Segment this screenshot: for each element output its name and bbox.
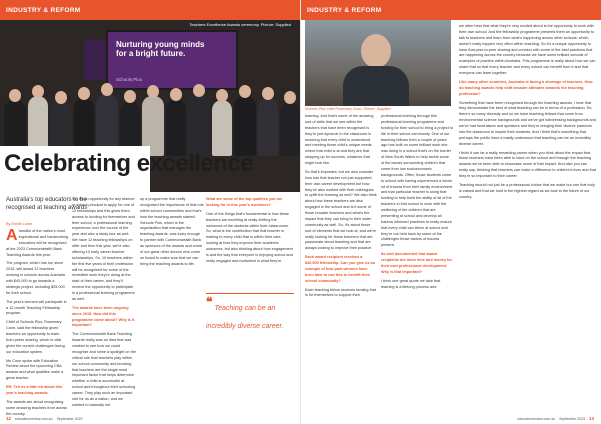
page-number-right: 13 — [588, 416, 594, 421]
article-column-3 — [140, 197, 204, 409]
body-paragraph: Something that have been recognised through the teaching awards, I hear that they demonstrate the best of what teaching can be in terms of a profession. So, there's so many diversity and so we have teaching fellows that come from environmental science backgrounds and we've got hairdressing backgrounds and we've had fundraisers and speakers and they're bringing their diverse passions into the classroom to inspire their students. And I think that's something that perhaps the public have a totally understood that teaching can be an incredibly diverse career. — [459, 100, 596, 146]
left-page — [0, 0, 300, 424]
body-paragraph: professional learning through this professional learning programme and funding for their school to bring a project to life in their school community. One of our teaching fellows from a couple of years ago has built on some brilliant work she was doing in a school that's on the border of New South Wales to help tackle some of the issues surrounding children that come from low socioeconomic backgrounds. Often, those students come to school with having experienced a whole lot of trauma from their family environment and that particular teacher is using that funding to help build the ability of all of the teachers in that school to work with the wellbeing of the children that are presenting at school and develop all trauma informed practices to really ensure that every child can thrive at school and they're not held back by some of the challenges those factors of trauma present. — [381, 114, 453, 248]
question-paragraph: Like many other countries, Australia is facing a shortage of teachers. How do teaching awards help shift broader attitudes towards the teaching profession? — [459, 79, 593, 96]
question-paragraph: Each award recipient receives a $40,000 fellowship. Can you give us an example of how past winners have been able to use this to benefit their school community? — [305, 255, 376, 283]
page-footer — [6, 416, 82, 421]
photo-caption: Teachers Excellence Awards ceremony. Picture: Supplied — [186, 21, 294, 28]
body-paragraph: The year's winners will participate in a 12-month Teaching Fellowship program. — [6, 299, 67, 316]
article-column-2 — [72, 197, 136, 409]
body-paragraph: So that's important, but we also consider how has that teacher not just supported their own career development but how they've also worked with their colleagues to uplift the learning as well? We also think about how these teachers are also engaged in the school and is it some of those broader teachers and what's the impact that they can bring to their wider community as well. So, it's about those sort of elements that we look at, and we're really looking for those teachers that are passionate about teaching and that are always looking to improve their practice. — [305, 169, 377, 251]
drop-cap: A — [6, 227, 18, 244]
standfirst: Australia's top educators to be recognised at teaching awards — [6, 197, 88, 211]
body-paragraph: I think it can be a really rewarding career when you think about the impact that those teachers have been able to have on the school and through the teaching awards we've been able to showcase some of that impact. And also you can really say, thinking that teachers can make a difference to children's lives and that they're so important to their career. — [459, 150, 596, 178]
screen-logo: Schools Plus — [116, 77, 143, 82]
section-band — [0, 0, 300, 20]
section-label-right: INDUSTRY & REFORM — [307, 6, 382, 14]
right-column-1 — [305, 114, 377, 409]
right-column-2 — [381, 114, 453, 409]
byline: By Emilie Lowe — [6, 222, 32, 226]
section-label: INDUSTRY & REFORM — [6, 6, 81, 14]
section-band-right — [301, 0, 601, 20]
footer-date: September 2023 — [56, 416, 83, 421]
portrait-caption: Schools Plus chief Rosemary Conn. Picture: Supplied — [305, 107, 391, 111]
body-paragraph: Ms Conn spoke with Education Review about the upcoming CBA awards and what qualities make a great teacher. — [6, 358, 64, 381]
right-page — [300, 0, 600, 424]
body-paragraph: Teaching should not just be a professional choice that we make but one that truly is valued and that we hold in the highest regard as we look to the future of our country. — [459, 182, 595, 199]
right-column-3 — [459, 24, 597, 409]
quote-mark-icon: ❝ — [206, 295, 213, 309]
screen-text: Nurturing young minds for a bright future. — [116, 40, 205, 59]
body-paragraph: The awards are about recognising some amazing teachers from across the country. — [6, 399, 68, 416]
pull-quote-text: Teaching can be an incredibly diverse career. — [206, 305, 284, 330]
article-column-4 — [206, 197, 294, 289]
body-paragraph: A handful of the nation's most inspirational and hardworking educators will be recognised at the 2023 Commonwealth Bank Teaching Awards this year. — [6, 227, 68, 257]
body-paragraph: So, it's an opportunity for any teacher or school principal to apply for one of 12 fellowships and this gives them access to funding for themselves and their school, a professional learning experience over the course of the year and also a study tour as well. We have 12 teaching fellowships on offer and then this year, we're also offering 10 early career teacher scholarships. So, 10 teachers within the first five years of their profession will be recognised for some of the incredible work they're doing at the start of their career, and they'll receive the opportunity to participate in a professional learning programme as well. — [72, 197, 135, 301]
page-number: 12 — [6, 416, 12, 421]
footer-site-right: educationreview.com.au — [517, 416, 556, 421]
body-paragraph: learning. And that's some of the amazing sort of skills that we see within the teachers that have been recognised is they're just dynamic in the classroom in ensuring that every child is understood and meeting those child's unique needs where that child is at and they are that stepping up for success, whatever that might look like. — [305, 114, 374, 165]
body-paragraph: The program, which has run since 2015, will award 12 teachers working in schools across Australia with $40,000 to go towards a strategic project, including $25,000 for their school. — [6, 261, 65, 295]
article-column-1 — [6, 227, 68, 416]
pull-quote — [206, 293, 294, 333]
body-paragraph: Chief of Schools Plus, Rosemary Conn, said the fellowship gives teachers an opportunity to learn from peers sharing, which is vital given the current challenges facing our education system. — [6, 320, 65, 354]
body-paragraph: One of the things that's fundamental is how these teachers are excelling at really shifting the outcomes of the students within their classrooms. So, what is the contribution that that teacher is making to every child that is within their care, looking at how they improve their academic outcomes, but also thinking about how engagement is and the way that everyone is enjoying school and really engaged and motivated in what they're — [206, 211, 293, 263]
crowd-illustration — [0, 76, 300, 156]
body-paragraph: up a programme that really recognised the importance of that role within school communities and that's how the teaching awards started. Schools Plus, which is the organisation that manages the teaching awards, was lucky enough to partner with Commonwealth Bank as sponsors of the awards and some of our great other donors who come on board to make sure that we can bring the teaching awards to life. — [140, 197, 204, 266]
footer-site: educationreview.com.au — [15, 416, 53, 421]
question-paragraph: What are some of the top qualities you are looking for in this year's nominees? — [206, 197, 283, 207]
headline-box — [0, 146, 254, 192]
body-paragraph: I think one great quote we take that learning is a lifelong process and — [381, 278, 441, 289]
body-paragraph: The Commonwealth Bank Teaching Awards really was an idea that was created to see how we could recognise and shine a spotlight on the critical role that teachers play within our school community and knowing that teachers are the single most important factor that helps determine whether a child is successful at school and throughout their schooling career. They play such an important role for us as a nation, and we wanted to basically set — [72, 332, 136, 407]
question-paragraph: The awards have been ongoing since 2015. How did this programme come about? Why is it important? — [72, 305, 135, 328]
question-paragraph: Its well documented that award recipients are more time and money for their own professional development. Why is that important? — [381, 252, 453, 274]
portrait-photo — [305, 20, 451, 106]
page-title: Celebrating excellence — [4, 150, 254, 177]
footer-date-right: September 2023 — [559, 416, 585, 421]
body-paragraph: Each teaching fellow receives funding that is for themselves to support their — [305, 287, 376, 298]
page-footer-right — [518, 416, 594, 421]
question-paragraph: ER: Tell us a little bit about this year's teaching awards. — [6, 385, 63, 395]
body-paragraph: we often hear that what they're very excited about is the opportunity to work with their own school. And the fellowship programme presents them an opportunity to talk to teachers and learn from what's happening across other schools, which doesn't really happen very often within teaching. So it's a unique opportunity to have that peer-to-peer sharing and connect with some of the best practices that are happening across the country because we have some brilliant schools of examples of practice within Australia. This programme is really about how we can share that so that every teacher and every school can benefit from it and that everyone can learn together. — [459, 24, 596, 75]
